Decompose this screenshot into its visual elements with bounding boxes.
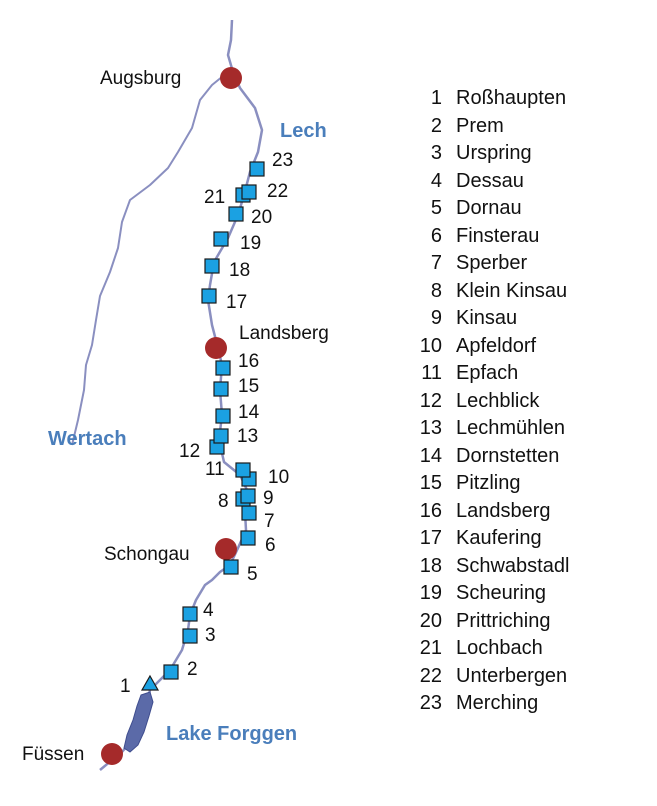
- legend-row: [414, 251, 634, 279]
- town-schongau-label: Schongau: [104, 544, 190, 565]
- legend-row: [414, 416, 634, 444]
- legend-site-name: Pitzling: [456, 472, 521, 494]
- site-number-21: 21: [204, 187, 226, 208]
- legend-row: [414, 86, 634, 114]
- legend-site-name: Kinsau: [456, 307, 518, 329]
- site-number-2: 2: [187, 659, 198, 680]
- legend-row: [414, 526, 634, 554]
- legend-number: 22: [419, 664, 442, 687]
- legend-row: [414, 114, 634, 142]
- legend-site-name: Merching: [456, 692, 539, 714]
- legend-row: [414, 224, 634, 252]
- site-marker-9: [241, 489, 255, 503]
- site-number-16: 16: [238, 351, 260, 372]
- site-number-18: 18: [229, 260, 251, 281]
- site-number-19: 19: [240, 233, 262, 254]
- legend-row: [414, 691, 634, 719]
- legend-row: [414, 196, 634, 224]
- legend-site-name: Scheuring: [456, 582, 547, 604]
- site-number-11: 11: [205, 459, 225, 480]
- legend-number: 17: [419, 527, 442, 549]
- site-number-10: 10: [268, 467, 290, 488]
- legend-number: 21: [419, 637, 442, 659]
- site-number-7: 7: [264, 511, 275, 532]
- site-marker-7: [242, 506, 256, 520]
- legend-number: 23: [419, 692, 442, 714]
- legend-row: [414, 279, 634, 307]
- legend-site-name: Finsterau: [456, 224, 540, 247]
- site-marker-13: [214, 429, 228, 443]
- site-number-23: 23: [272, 150, 294, 171]
- legend-site-name: Landsberg: [456, 499, 551, 522]
- legend-site-name: Lochbach: [456, 637, 543, 659]
- legend-site-name: Sperber: [456, 252, 528, 274]
- legend-number: 1: [430, 87, 442, 109]
- legend-number: 11: [421, 362, 442, 384]
- town-landsberg-marker: [205, 337, 227, 359]
- legend-row: [414, 361, 634, 389]
- legend-site-name: Roßhaupten: [456, 87, 567, 109]
- site-number-17: 17: [226, 292, 248, 313]
- legend-number: 20: [419, 609, 442, 632]
- legend-row: [414, 169, 634, 197]
- site-marker-4: [183, 607, 197, 621]
- legend-number: 5: [430, 197, 442, 219]
- legend-number: 18: [419, 554, 442, 577]
- legend-site-name: Unterbergen: [456, 664, 568, 687]
- river-lech-label: Lech: [280, 120, 327, 142]
- legend-site-name: Lechmühlen: [456, 417, 565, 439]
- legend-number: 9: [430, 307, 442, 329]
- legend-row: [414, 306, 634, 334]
- site-number-1: 1: [120, 676, 131, 697]
- site-marker-20: [229, 207, 243, 221]
- legend-row: [414, 444, 634, 472]
- legend-site-name: Lechblick: [456, 389, 540, 412]
- legend-site-name: Dornstetten: [456, 444, 560, 467]
- legend-site-name: Epfach: [456, 362, 519, 384]
- legend-site-name: Apfeldorf: [456, 334, 537, 357]
- site-number-22: 22: [267, 181, 289, 202]
- legend-row: [414, 664, 634, 692]
- site-number-5: 5: [247, 564, 258, 585]
- legend-site-name: Dessau: [456, 169, 524, 192]
- lake-forggen-label: Lake Forggen: [166, 723, 298, 745]
- legend-row: [414, 499, 634, 527]
- site-markers: [120, 150, 293, 697]
- site-number-3: 3: [205, 625, 216, 646]
- site-marker-6: [241, 531, 255, 545]
- town-landsberg-label: Landsberg: [239, 323, 329, 344]
- site-number-4: 4: [203, 600, 214, 621]
- legend-site-name: Prittriching: [456, 609, 551, 632]
- site-marker-18: [205, 259, 219, 273]
- town-augsburg-label: Augsburg: [100, 68, 182, 89]
- site-marker-19: [214, 232, 228, 246]
- legend-row: [414, 141, 634, 169]
- legend-number: 12: [419, 389, 442, 412]
- site-legend: [414, 86, 634, 719]
- legend-row: [414, 581, 634, 609]
- legend-site-name: Dornau: [456, 197, 522, 219]
- site-marker-17: [202, 289, 216, 303]
- legend-row: [414, 334, 634, 362]
- town-fussen-label: Füssen: [22, 744, 85, 765]
- site-marker-5: [224, 560, 238, 574]
- site-number-13: 13: [237, 426, 259, 447]
- site-marker-14: [216, 409, 230, 423]
- legend-number: 3: [430, 142, 442, 164]
- town-fussen-marker: [101, 743, 123, 765]
- legend-row: [414, 636, 634, 664]
- legend-number: 10: [419, 334, 442, 357]
- legend-site-name: Kaufering: [456, 527, 542, 549]
- site-number-20: 20: [251, 207, 273, 228]
- legend-row: [414, 609, 634, 637]
- site-marker-15: [214, 382, 228, 396]
- site-marker-22: [242, 185, 256, 199]
- site-number-15: 15: [238, 376, 260, 397]
- site-number-12: 12: [179, 441, 201, 462]
- legend-number: 8: [430, 279, 442, 302]
- site-marker-3: [183, 629, 197, 643]
- site-number-9: 9: [263, 488, 274, 509]
- legend-number: 4: [430, 169, 442, 192]
- legend-site-name: Prem: [456, 114, 504, 137]
- town-augsburg-marker: [220, 67, 242, 89]
- site-number-8: 8: [218, 491, 229, 512]
- legend-site-name: Schwabstadl: [456, 554, 570, 577]
- river-wertach-label: Wertach: [48, 428, 127, 450]
- legend-number: 6: [430, 224, 442, 247]
- legend-site-name: Klein Kinsau: [456, 279, 568, 302]
- legend-site-name: Urspring: [456, 142, 532, 164]
- site-marker-23: [250, 162, 264, 176]
- town-schongau-marker: [215, 538, 237, 560]
- site-marker-2: [164, 665, 178, 679]
- legend-number: 16: [419, 499, 442, 522]
- site-marker-16: [216, 361, 230, 375]
- site-number-6: 6: [265, 535, 276, 556]
- legend-number: 19: [419, 582, 442, 604]
- lake-forggen: [124, 692, 153, 752]
- legend-number: 13: [419, 417, 442, 439]
- legend-row: [414, 554, 634, 582]
- legend-number: 2: [430, 114, 442, 137]
- site-number-14: 14: [238, 402, 260, 423]
- legend-number: 7: [430, 252, 442, 274]
- legend-number: 14: [419, 444, 442, 467]
- legend-row: [414, 471, 634, 499]
- legend-number: 15: [419, 472, 442, 494]
- legend-row: [414, 389, 634, 417]
- site-marker-11: [236, 463, 250, 477]
